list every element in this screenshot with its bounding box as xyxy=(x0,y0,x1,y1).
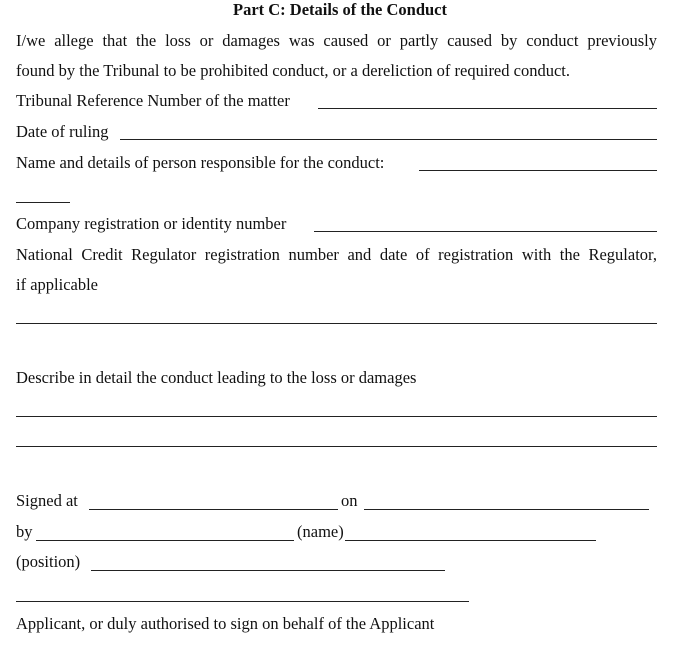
signed-by-field[interactable] xyxy=(36,540,294,541)
describe-conduct-label: Describe in detail the conduct leading to the loss or damages xyxy=(16,368,417,387)
person-responsible-field[interactable] xyxy=(419,170,657,171)
position-field[interactable] xyxy=(91,570,445,571)
name-field[interactable] xyxy=(345,540,596,541)
applicant-signature-line[interactable] xyxy=(16,601,469,602)
signed-at-field[interactable] xyxy=(89,509,338,510)
describe-conduct-field-line2[interactable] xyxy=(16,446,657,447)
applicant-signature-caption: Applicant, or duly authorised to sign on behalf of the Applicant xyxy=(16,614,435,633)
on-label: on xyxy=(341,491,358,510)
ncr-registration-label-line1: National Credit Regulator registration number and date of registration with the Regulator, xyxy=(16,245,657,264)
date-of-ruling-field[interactable] xyxy=(120,139,657,140)
tribunal-reference-label: Tribunal Reference Number of the matter xyxy=(16,91,290,110)
section-title: Part C: Details of the Conduct xyxy=(232,0,447,19)
person-responsible-field-continuation[interactable] xyxy=(16,202,70,203)
intro-text-line1: I/we allege that the loss or damages was caused or partly caused by conduct previously xyxy=(16,31,657,50)
by-label: by xyxy=(16,522,33,541)
describe-conduct-field-line1[interactable] xyxy=(16,416,657,417)
ncr-registration-field[interactable] xyxy=(16,323,657,324)
signed-on-date-field[interactable] xyxy=(364,509,649,510)
company-registration-field[interactable] xyxy=(314,231,657,232)
tribunal-reference-field[interactable] xyxy=(318,108,657,109)
intro-text-line2: found by the Tribunal to be prohibited conduct, or a dereliction of required conduct. xyxy=(16,61,570,80)
date-of-ruling-label: Date of ruling xyxy=(16,122,109,141)
ncr-registration-label-line2: if applicable xyxy=(16,275,99,294)
signed-at-label: Signed at xyxy=(16,491,78,510)
name-label: (name) xyxy=(297,522,344,541)
company-registration-label: Company registration or identity number xyxy=(16,214,287,233)
person-responsible-label: Name and details of person responsible for the conduct: xyxy=(16,153,385,172)
position-label: (position) xyxy=(16,552,81,571)
